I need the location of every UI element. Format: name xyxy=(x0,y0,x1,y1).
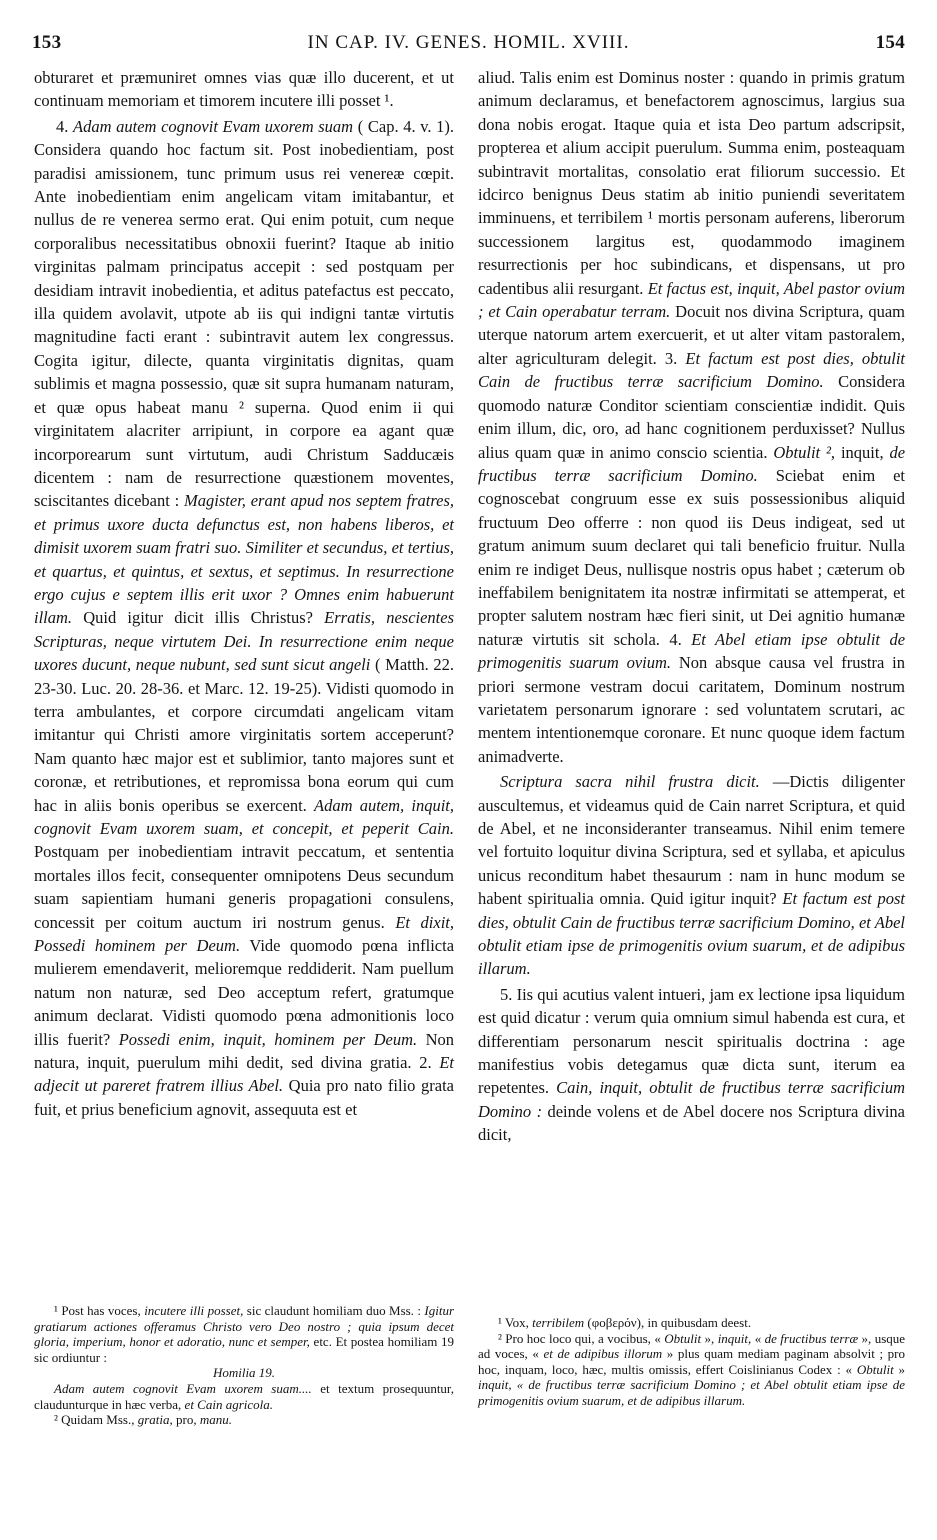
left-column xyxy=(34,66,454,1121)
quotation: Igitur gratiarum actiones offeramus Christo vero Deo nostro ; quia ipsum decet gloria, imperium, honor et adoratio, nunc et semper, xyxy=(34,1303,455,1350)
quotation: Obtulit xyxy=(856,1361,894,1377)
footnote xyxy=(34,1412,454,1428)
paragraph xyxy=(478,770,905,981)
section-heading: Scriptura sacra nihil frustra dicit. xyxy=(500,772,760,792)
quotation: Et factum est post dies, obtulit Cain de fructibus terræ sacrificium Domino. xyxy=(478,348,906,392)
quotation: et de adipibus illorum xyxy=(543,1346,663,1362)
quotation: Adam autem cognovit Evam uxorem suam.... xyxy=(54,1380,312,1396)
text: » plus quam mediam paginam absolvit ; pro hoc, inquam, loco, hæc, multis omissis, effert Coislinianus Codex : « xyxy=(478,1346,906,1377)
footnote-subheading: Homilia 19. xyxy=(212,1365,276,1381)
footnote xyxy=(34,1381,454,1412)
text: obturaret et præmuniret omnes vias quæ illo ducerent, et ut continuam memoriam et timorem incutere illi posset ¹. xyxy=(34,68,454,111)
text: ¹ Vox, xyxy=(498,1315,529,1330)
text: ¹ Post has voces, xyxy=(54,1303,141,1318)
text: Non absque causa vel frustra in priori sermone vestram docui caritatem, Dominum nostrum varietatem personarum ignorare : sed voluntatem scrutari, ac mentem intentionemque coronare. Et nunc quoque idem factum animadverte. xyxy=(478,653,906,766)
quotation: terribilem xyxy=(532,1315,585,1330)
text: » xyxy=(898,1361,906,1377)
quotation: Et dixit, Possedi hominem per Deum. xyxy=(34,912,454,956)
quotation: manu. xyxy=(199,1412,232,1428)
text: sic claudunt homiliam duo Mss. : xyxy=(246,1303,421,1318)
text: Sciebat enim et cognoscebat congruum esse ex suis possessionibus aliquid fructuum Deo offerre : non quod iis Deus indigeat, sed ut gratum animum suum declaret qui tali beneficio fruitur. Nulla enim re indiget Deus, nullisque nostris opus habet ; cæterum ob ineffabilem benignitatem ita nostræ infirmitati se attemperat, et propter salutem nostram hæc fieri sinit, ut Dei agnitio humanæ naturæ virtutis sit schola. xyxy=(478,465,906,649)
text: Quia pro nato filio grata fuit, et prius beneficium agnovit, assequuta est et xyxy=(34,1076,455,1119)
text: ² Quidam Mss., xyxy=(54,1412,135,1428)
text: », xyxy=(704,1330,715,1346)
text: etc. Et postea homiliam 19 sic ordiuntur : xyxy=(34,1334,455,1365)
text: (φοβερόν), in quibusdam deest. xyxy=(587,1315,752,1330)
footnotes-right xyxy=(478,1315,905,1409)
footnote xyxy=(478,1331,905,1409)
section-number: 4. xyxy=(56,116,69,136)
quotation: Adam autem, inquit, cognovit Evam uxorem suam, et concepit, et peperit Cain. xyxy=(34,795,454,838)
text: Non natura, inquit, puerulum mihi dedit, sed divina gratia. xyxy=(34,1029,454,1073)
quotation: de fructibus terræ sacrificium Domino. xyxy=(478,442,906,485)
text: Postquam per inobedientiam intravit peccatum, et sententia mortales illos fecit, consequenter omnipotens Deus secundum suam sapientiam humani generis propagationi consulens, concessit per coitum auctum iri nostrum genus. xyxy=(34,842,454,932)
text: Docuit nos divina Scriptura, quam uterque natorum artem exercuerit, et ut alter vitam pastoralem, alter agriculturam delegit. xyxy=(478,302,905,368)
text: ² Pro hoc loco qui, a vocibus, « xyxy=(498,1330,661,1346)
quotation: Possedi enim, inquit, hominem per Deum. xyxy=(118,1029,418,1049)
quotation: et Cain agricola. xyxy=(184,1396,274,1412)
section-number: 5. xyxy=(500,984,513,1004)
reference: ( Cap. 4. v. 1). xyxy=(357,116,455,136)
footnote xyxy=(478,1315,905,1331)
text: Considera quomodo naturæ Conditor scientiam conscientiæ indidit. Quis enim illum, dic, oro, ad hanc cognitionem perduxisset? Nullus alius quam quæ in animo conscio scientia. xyxy=(478,372,906,462)
quotation: Et Abel etiam ipse obtulit de primogenitis suarum ovium. xyxy=(478,629,906,673)
quotation: inquit, xyxy=(717,1330,752,1346)
quotation: Erratis, nescientes Scripturas, neque virtutem Dei. In resurrectione enim neque uxores ducunt, neque nubunt, sed sunt sicut angeli xyxy=(34,608,455,675)
paragraph xyxy=(34,66,454,113)
footnotes-left xyxy=(34,1303,454,1428)
text: deinde volens et de Abel docere nos Scriptura divina dicit, xyxy=(478,1101,905,1145)
page-number-right: 154 xyxy=(875,32,905,53)
text: Vide quomodo pœna inflicta mulierem emendaverit, melioremque reddiderit. Nam puellum natum non naturæ, sed Deo acceptum refert, gratumque animum declarat. Vidisti quomodo pœna admonitionis loco illis fuerit? xyxy=(34,936,455,1049)
text: Vidisti quomodo in terra ambulantes, et corpore circumdati angelicam vitam imitantur qui Christi amore virginitatis sortem acceperunt? Nam quanto hæc major est et sublimior, tanto majores sunt et coronæ, et retributiones, et repromissa bona eorum qui cum hac in aliis bonis operibus se exercent. xyxy=(34,678,455,815)
text: Quid igitur dicit illis Christus? xyxy=(83,608,313,628)
lemma: Adam autem cognovit Evam uxorem suam xyxy=(73,116,354,136)
page-header xyxy=(30,32,907,58)
quotation: Et factus est, inquit, Abel pastor ovium ; et Cain operabatur terram. xyxy=(478,278,905,322)
right-column xyxy=(478,66,905,1147)
quotation: Cain, inquit, obtulit de fructibus terræ sacrificium Domino : xyxy=(478,1078,906,1121)
reference: ( Matth. 22. 23-30. Luc. 20. 28-36. et Marc. 12. 19-25). xyxy=(34,655,455,698)
text: et textum prosequuntur, claudunturque in hæc verba, xyxy=(34,1380,454,1412)
section-number: 2. xyxy=(419,1053,432,1073)
paragraph xyxy=(34,115,454,1121)
quotation: Magister, erant apud nos septem fratres, et primus uxore ducta defunctus est, non habens liberos, et dimisit uxorem suam fratri suo. Similiter et secundus, et tertius, et quartus, et quintus, et sextus, et septimus. In resurrectione ergo cujus e septem illis erit uxor ? Omnes enim habuerunt illam. xyxy=(34,491,455,628)
paragraph xyxy=(478,983,905,1147)
quotation: Obtulit ², xyxy=(773,442,836,462)
quotation: Et adjecit ut pareret fratrem illius Abel. xyxy=(34,1053,454,1096)
text: », usque ad voces, « xyxy=(478,1330,906,1362)
text: inquit, xyxy=(840,442,884,462)
text: —Dictis diligenter auscultemus, et videamus quid de Cain narret Scriptura, et quid de Abel, et ne inconsideranter transeamus. Nihil enim temere vel fortuito loquitur divina Scriptura, sed et syllaba, et apiculus unicus reconditum habet thesaurum : nam in hunc modum se habent spiritualia omnia. Quid igitur inquit? xyxy=(478,772,906,909)
quotation: inquit, « de fructibus terræ sacrificium Domino ; et Abel obtulit etiam ipse de primogenitis ovium suarum, et de adipibus illarum. xyxy=(478,1377,905,1408)
section-number: 3. xyxy=(664,348,678,368)
running-title: IN CAP. IV. GENES. HOMIL. XVIII. xyxy=(307,32,630,53)
quotation: Obtulit xyxy=(664,1330,702,1346)
quotation: de fructibus terræ xyxy=(764,1330,859,1346)
text: pro, xyxy=(176,1412,197,1428)
text: « xyxy=(754,1330,762,1346)
text: aliud. Talis enim est Dominus noster : quando in primis gratum animum declaramus, et benefactorem agnoscimus, largius sua dona nobis erogat. Itaque quia et ista Deo partum adscripsit, propterea et alium accipit puerulum. Summa enim, posteaquam subintravit mortalitas, consolatio erat filiorum successio. Et idcirco benignus Deus statim ab initio puniendi severitatem imminuens, et terribilem ¹ mortis personam auferens, liberorum successionem largitus est, quodammodo imaginem resurrectionis per hoc subindicans, et dispensans, ut pro cadentibus alii resurgant. xyxy=(478,68,905,298)
text: Considera quando hoc factum sit. Post inobedientiam, post paradisi amissionem, tunc primum usus rei venereæ cœpit. Ante inobedientiam enim angelicam vitam imitabantur, et nullus de re venerea sermo erat. Qui enim potuit, cum neque corporalibus necessitatibus obnoxii fuerint? Itaque ab initio virginitas palmam principatus accepit : sed postquam per desidiam intravit inobedientia, et aditus patefactus est peccato, illa quidem avolavit, utpote ab iis qui indigni tantæ virtutis magnitudine facti erant : subintravit autem lex congressus. Cogita igitur, dilecte, quanta virginitatis dignitas, quam sublimis et magna possessio, quæ sit supra humanam naturam, et quæ opus habeat manu ² superna. Quod enim ii qui virginitatem alacriter arripiunt, in corpore ea agant quæ incorporearum sunt virtutum, audi Christum Sadducæis dicentem : nam de resurrectione quæstionem moventes, sciscitantes dicebant : xyxy=(34,140,454,511)
quotation: gratia, xyxy=(137,1412,173,1428)
page-number-left: 153 xyxy=(32,32,62,53)
quotation: incutere illi posset, xyxy=(144,1303,244,1318)
section-number: 4. xyxy=(669,629,682,649)
paragraph xyxy=(478,66,905,768)
footnote xyxy=(34,1303,454,1365)
text: Iis qui acutius valent intueri, jam ex lectione ipsa liquidum est quid dicatur : verum quia omnium simul habenda est cura, et differentiam personarum nescit spiritualis doctrina : age manifestius vobis detegamus quæ dicta sunt, iterum ea repetentes. xyxy=(478,984,906,1098)
quotation: Et factum est post dies, obtulit Cain de fructibus terræ sacrificium Domino, et Abel obtulit etiam ipse de primogenitis ovium suarum, et de adipibus illarum. xyxy=(478,889,906,979)
